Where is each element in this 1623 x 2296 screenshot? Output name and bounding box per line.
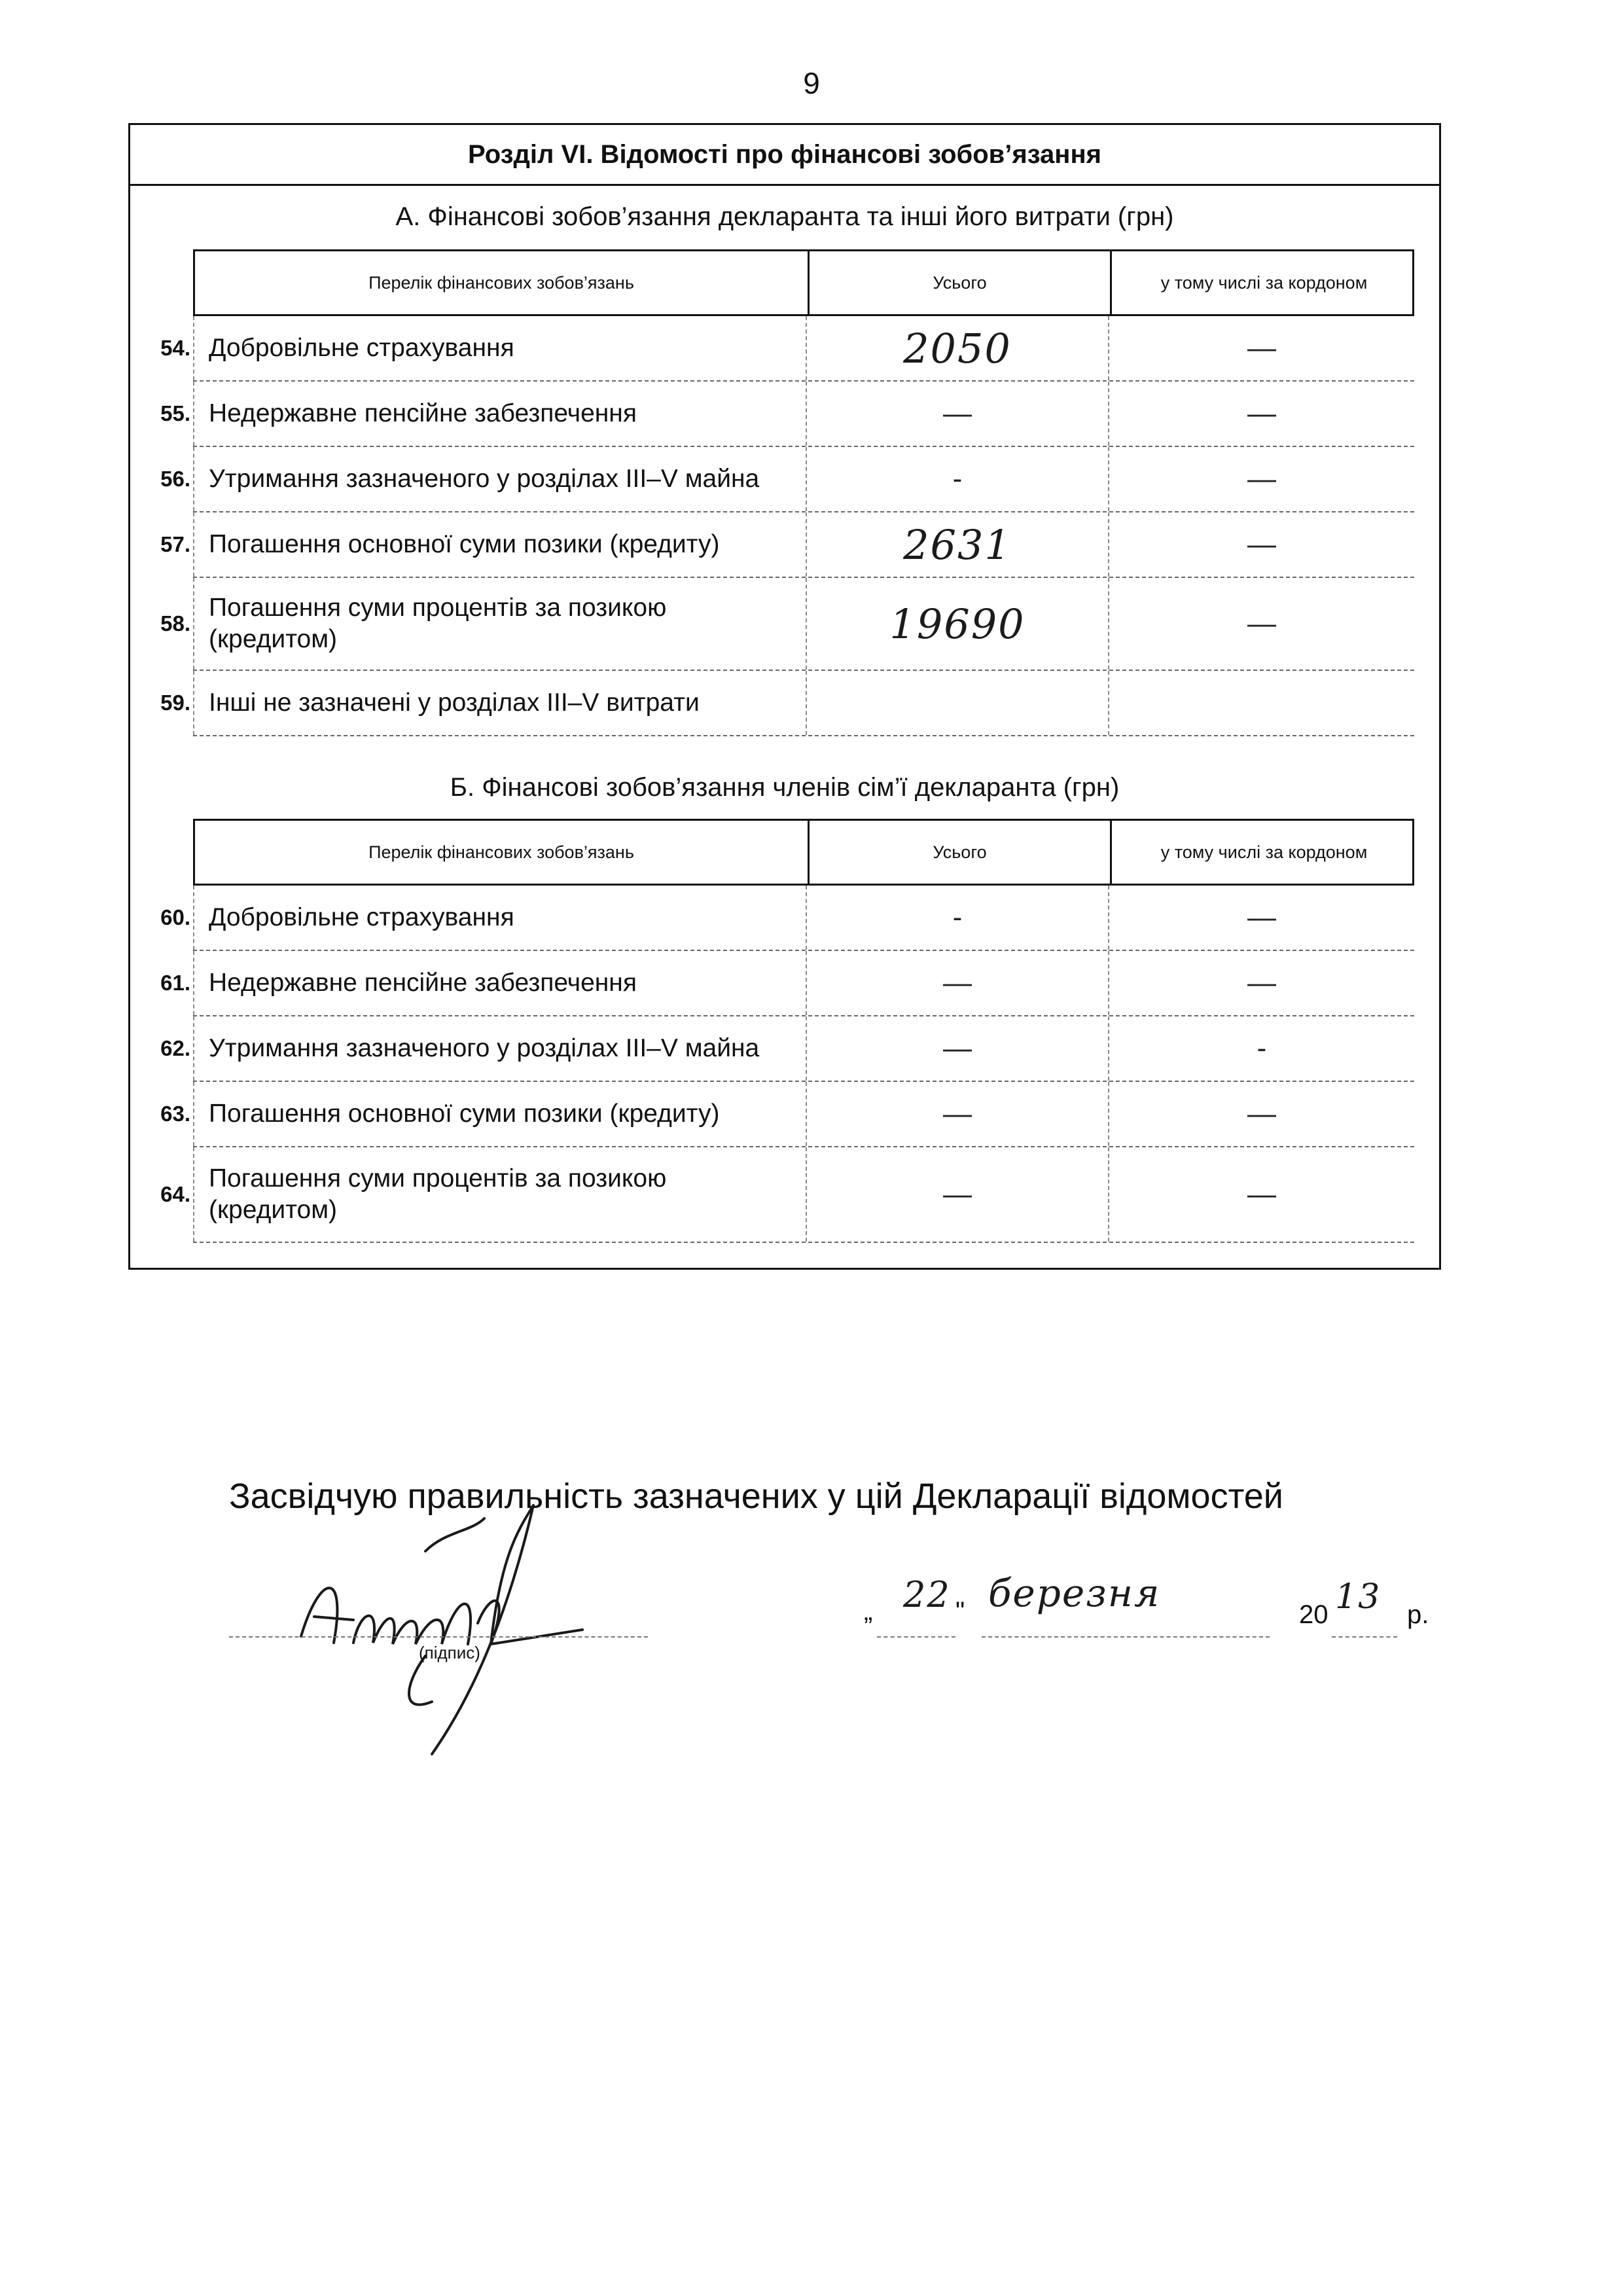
handwritten-total: —	[943, 967, 972, 999]
total-cell	[806, 1147, 1108, 1242]
table-row	[160, 578, 1414, 671]
row-label: Добровільне страхування	[193, 316, 806, 380]
handwritten-total: 2631	[903, 520, 1012, 569]
table-row	[160, 512, 1414, 578]
row-number: 60.	[160, 905, 190, 929]
abroad-cell	[1108, 382, 1414, 446]
header-list: Перелік фінансових зобов’язань	[368, 272, 634, 293]
row-number: 55.	[160, 401, 190, 425]
handwritten-abroad: —	[1247, 1178, 1276, 1210]
row-number: 54.	[160, 336, 190, 360]
row-number: 58.	[160, 611, 190, 636]
table-row	[160, 951, 1414, 1016]
row-label: Недержавне пенсійне забезпечення	[193, 951, 806, 1015]
date-year-prefix: 20	[1299, 1600, 1329, 1629]
handwritten-total: 19690	[889, 600, 1026, 648]
signature-caption: (підпис)	[419, 1643, 480, 1662]
table-row	[160, 1147, 1414, 1243]
certification-text: Засвідчую правильність зазначених у цій Декларації відомостей	[229, 1477, 1283, 1516]
total-cell	[806, 512, 1108, 577]
abroad-cell	[1108, 512, 1414, 577]
abroad-cell	[1108, 1147, 1414, 1242]
handwritten-total: -	[952, 463, 963, 495]
table-row	[160, 886, 1414, 951]
row-label: Утримання зазначеного у розділах III–V майна	[193, 1016, 806, 1081]
section-frame	[128, 123, 1441, 1270]
row-label: Інші не зазначені у розділах III–V витрати	[193, 671, 806, 735]
row-number: 57.	[160, 532, 190, 556]
handwritten-abroad: —	[1247, 1098, 1276, 1130]
part-b-title: Б. Фінансові зобов’язання членів сім’ї декларанта (грн)	[450, 773, 1120, 802]
row-label: Погашення суми процентів за позикою (кредитом)	[193, 1147, 806, 1242]
date-year-suffix: 13	[1335, 1577, 1382, 1617]
handwritten-total: 2050	[903, 324, 1012, 372]
abroad-cell	[1108, 951, 1414, 1015]
abroad-cell	[1108, 316, 1414, 380]
row-number: 59.	[160, 691, 190, 715]
total-cell	[806, 671, 1108, 735]
table-row	[160, 1016, 1414, 1082]
total-cell	[806, 382, 1108, 446]
table-row	[160, 671, 1414, 736]
handwritten-abroad: —	[1247, 901, 1276, 933]
signature-line	[229, 1636, 648, 1638]
row-label: Погашення основної суми позики (кредиту)	[193, 512, 806, 577]
abroad-cell	[1108, 447, 1414, 511]
handwritten-abroad: —	[1247, 967, 1276, 999]
abroad-cell	[1108, 886, 1414, 950]
date-day: 22	[903, 1574, 951, 1615]
total-cell	[806, 1016, 1108, 1081]
handwritten-total: —	[943, 1178, 972, 1210]
handwritten-total: -	[952, 901, 963, 933]
signature-icon	[275, 1492, 615, 1767]
handwritten-total: —	[943, 1098, 972, 1130]
row-number: 63.	[160, 1102, 190, 1126]
header-total: Усього	[808, 251, 1110, 314]
row-label: Недержавне пенсійне забезпечення	[193, 382, 806, 446]
day-line	[877, 1636, 955, 1638]
row-label: Погашення суми процентів за позикою (кредитом)	[193, 578, 806, 670]
handwritten-abroad: —	[1247, 397, 1276, 429]
table-row	[160, 447, 1414, 512]
part-b-table	[160, 819, 1414, 1243]
table-row	[160, 1082, 1414, 1147]
row-number: 64.	[160, 1182, 190, 1206]
total-cell	[806, 578, 1108, 670]
total-cell	[806, 316, 1108, 380]
part-a-title: А. Фінансові зобов’язання декларанта та інші його витрати (грн)	[395, 202, 1174, 231]
table-row	[160, 382, 1414, 447]
date-year-unit: р.	[1407, 1600, 1429, 1629]
date-open-quote: „	[864, 1597, 873, 1626]
table-row	[160, 316, 1414, 382]
header-list: Перелік фінансових зобов’язань	[368, 842, 634, 862]
row-label: Добровільне страхування	[193, 886, 806, 950]
date-month: березня	[988, 1571, 1161, 1615]
total-cell	[806, 1082, 1108, 1146]
table-header	[193, 249, 1414, 316]
handwritten-total: —	[943, 1032, 972, 1064]
header-total: Усього	[808, 821, 1110, 884]
page-number: 9	[803, 66, 820, 100]
abroad-cell	[1108, 578, 1414, 670]
handwritten-abroad: —	[1247, 332, 1276, 364]
handwritten-abroad: —	[1247, 607, 1276, 639]
abroad-cell	[1108, 671, 1414, 735]
year-line	[1332, 1636, 1397, 1638]
part-a-table	[160, 249, 1414, 736]
total-cell	[806, 447, 1108, 511]
header-abroad: у тому числі за кордоном	[1110, 821, 1416, 884]
abroad-cell	[1108, 1016, 1414, 1081]
handwritten-abroad: —	[1247, 463, 1276, 495]
row-number: 62.	[160, 1036, 190, 1060]
table-header	[193, 819, 1414, 886]
handwritten-abroad: -	[1257, 1032, 1267, 1064]
row-number: 56.	[160, 467, 190, 491]
row-number: 61.	[160, 971, 190, 995]
handwritten-total: —	[943, 397, 972, 429]
total-cell	[806, 886, 1108, 950]
total-cell	[806, 951, 1108, 1015]
date-close-quote: "	[955, 1597, 965, 1626]
row-label: Утримання зазначеного у розділах III–V майна	[193, 447, 806, 511]
header-abroad: у тому числі за кордоном	[1110, 251, 1416, 314]
section-title: Розділ VI. Відомості про фінансові зобов’язання	[130, 125, 1439, 186]
month-line	[982, 1636, 1270, 1638]
row-label: Погашення основної суми позики (кредиту)	[193, 1082, 806, 1146]
handwritten-abroad: —	[1247, 528, 1276, 560]
abroad-cell	[1108, 1082, 1414, 1146]
